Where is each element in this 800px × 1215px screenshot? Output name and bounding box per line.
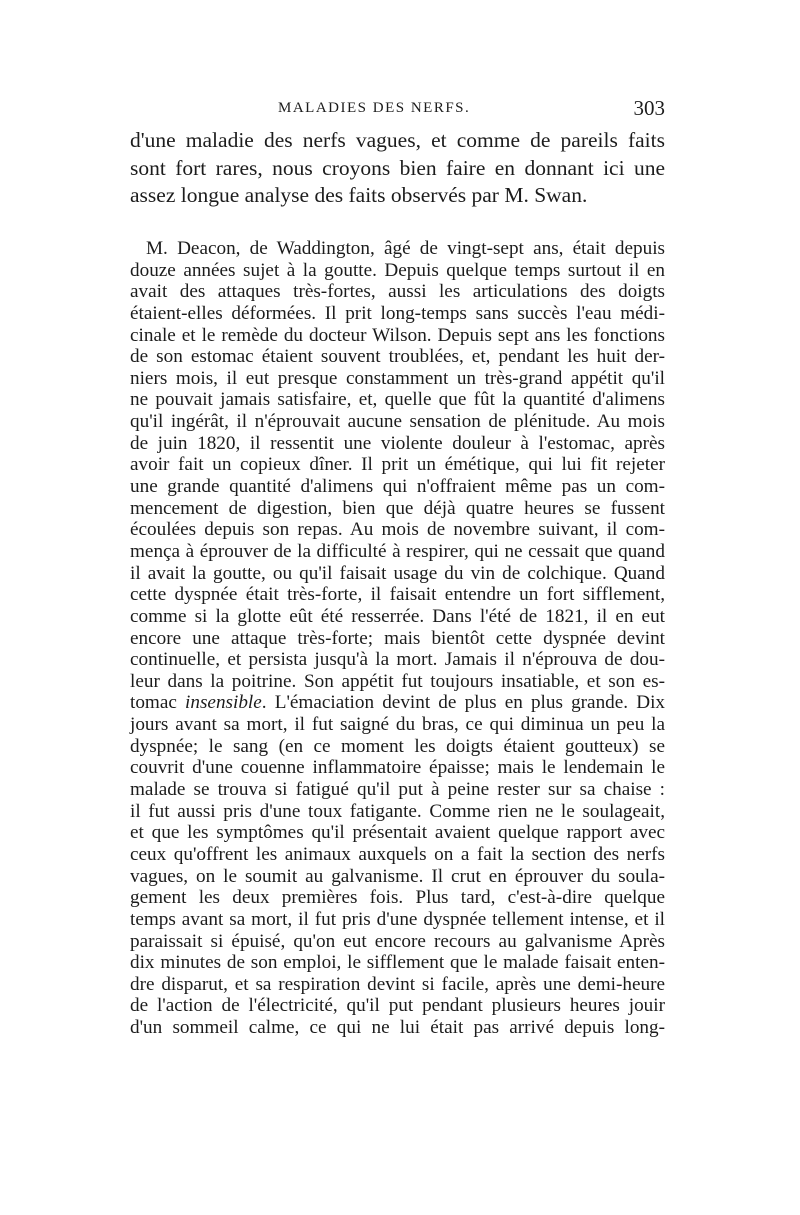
text-line: avoir fait un copieux dîner. Il prit un émétique, qui lui fit rejeter bbox=[130, 454, 665, 476]
text-line: dre disparut, et sa respiration devint si facile, après une demi-heure bbox=[130, 973, 665, 995]
text-line: malade se trouva si fatigué qu'il put à peine rester sur sa chaise : bbox=[130, 779, 665, 801]
page-number: 303 bbox=[633, 96, 665, 120]
text-line: mencement de digestion, bien que déjà quatre heures se fussent bbox=[130, 497, 665, 519]
text-line: une grande quantité d'alimens qui n'offraient même pas un com- bbox=[130, 476, 665, 498]
text-line: paraissait si épuisé, qu'on eut encore recours au galvanisme Après bbox=[130, 930, 665, 952]
text-line: ceux qu'offrent les animaux auxquels on a fait la section des nerfs bbox=[130, 843, 665, 865]
text-line: ne pouvait jamais satisfaire, et, quelle que fût la quantité d'alimens bbox=[130, 389, 665, 411]
text-line: dyspnée; le sang (en ce moment les doigts étaient goutteux) se bbox=[130, 735, 665, 757]
text-line: continuelle, et persista jusqu'à la mort. Jamais il n'éprouva de dou- bbox=[130, 649, 665, 671]
text-line: vagues, on le soumit au galvanisme. Il crut en éprouver du soula- bbox=[130, 865, 665, 887]
text-line: de juin 1820, il ressentit une violente douleur à l'estomac, après bbox=[130, 432, 665, 454]
text-line: encore une attaque très-forte; mais bientôt cette dyspnée devint bbox=[130, 627, 665, 649]
text-line: comme si la glotte eût été resserrée. Dans l'été de 1821, il en eut bbox=[130, 605, 665, 627]
text-line: de son estomac étaient souvent troublées, et, pendant les huit der- bbox=[130, 346, 665, 368]
text-line: d'un sommeil calme, ce qui ne lui était pas arrivé depuis long- bbox=[130, 1017, 665, 1039]
text-line: temps avant sa mort, il fut pris d'une dyspnée tellement intense, et il bbox=[130, 908, 665, 930]
paragraph-intro bbox=[130, 127, 665, 210]
text-line: il avait la goutte, ou qu'il faisait usage du vin de colchique. Quand bbox=[130, 562, 665, 584]
emphasis: insensible bbox=[185, 692, 262, 714]
text-line: d'une maladie des nerfs vagues, et comme de pareils faits bbox=[130, 128, 665, 152]
text-line: douze années sujet à la goutte. Depuis quelque temps surtout il en bbox=[130, 259, 665, 281]
text-line: cinale et le remède du docteur Wilson. Depuis sept ans les fonctions bbox=[130, 324, 665, 346]
text-line: gement les deux premières fois. Plus tard, c'est-à-dire quelque bbox=[130, 887, 665, 909]
text-line: écoulées depuis son repas. Au mois de novembre suivant, il com- bbox=[130, 519, 665, 541]
text-line: niers mois, il eut presque constamment un très-grand appétit qu'il bbox=[130, 367, 665, 389]
text-line: M. Deacon, de Waddington, âgé de vingt-sept ans, était depuis bbox=[146, 238, 665, 259]
text-line: étaient-elles déformées. Il prit long-temps sans succès l'eau médi- bbox=[130, 302, 665, 324]
running-header bbox=[130, 96, 665, 126]
text-line: assez longue analyse des faits observés par M. Swan. bbox=[130, 183, 588, 207]
text-line: qu'il ingérât, il n'éprouvait aucune sensation de plénitude. Au mois bbox=[130, 411, 665, 433]
text-line: mença à éprouver de la difficulté à respirer, qui ne cessait que quand bbox=[130, 540, 665, 562]
text-line: de l'action de l'électricité, qu'il put pendant plusieurs heures jouir bbox=[130, 995, 665, 1017]
text-line: dix minutes de son emploi, le sifflement que le malade faisait enten- bbox=[130, 952, 665, 974]
paragraph-case-report bbox=[130, 238, 665, 1039]
text-line: jours avant sa mort, il fut saigné du bras, ce qui diminua un peu la bbox=[130, 714, 665, 736]
text-line: et que les symptômes qu'il présentait avaient quelque rapport avec bbox=[130, 822, 665, 844]
text-line: tomac insensible. L'émaciation devint de plus en plus grande. Dix bbox=[130, 692, 665, 714]
text-line: il fut aussi pris d'une toux fatigante. Comme rien ne le soulageait, bbox=[130, 800, 665, 822]
running-title: MALADIES DES NERFS. bbox=[278, 100, 471, 116]
text-line: cette dyspnée était très-forte, il faisait entendre un fort sifflement, bbox=[130, 584, 665, 606]
text-line: couvrit d'une couenne inflammatoire épaisse; mais le lendemain le bbox=[130, 757, 665, 779]
text-line: sont fort rares, nous croyons bien faire en donnant ici une bbox=[130, 155, 665, 180]
text-line: avait des attaques très-fortes, aussi les articulations des doigts bbox=[130, 281, 665, 303]
text-line: leur dans la poitrine. Son appétit fut toujours insatiable, et son es- bbox=[130, 670, 665, 692]
